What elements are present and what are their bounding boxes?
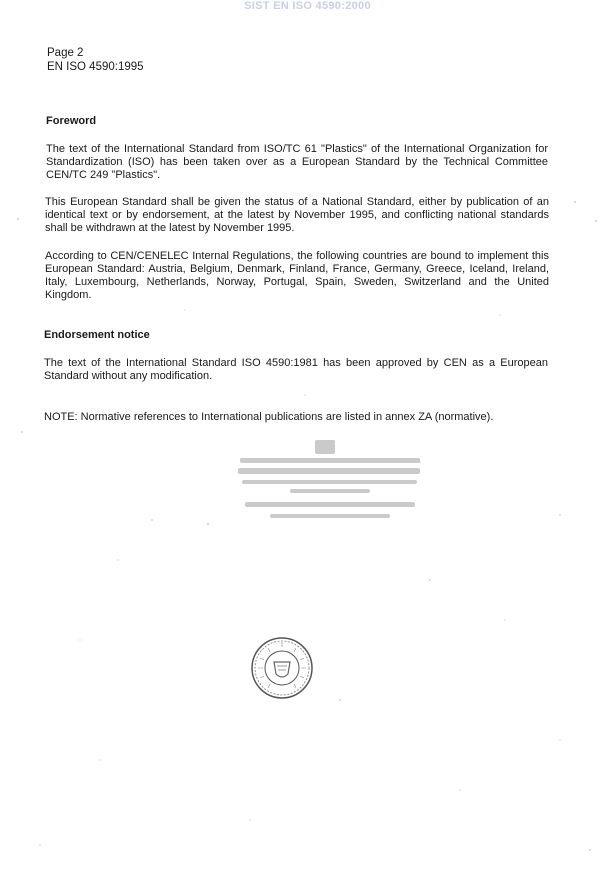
foreword-paragraph-3: According to CEN/CENELEC Internal Regulations, the following countries are bound to implement this European Standard: Austria, Belgium, Denmark, Finland, France, Germany, Greece, Iceland, Ireland, Italy, Luxembourg, Netherlands, Norway, Portugal, Spain, Sweden, Switzerland and the United Kingdom. bbox=[45, 250, 549, 301]
foreword-heading: Foreword bbox=[46, 115, 97, 127]
page-header bbox=[47, 46, 144, 74]
endorsement-heading: Endorsement notice bbox=[44, 329, 150, 341]
foreword-paragraph-2: This European Standard shall be given the status of a National Standard, either by publication of an identical text or by endorsement, at the latest by November 1995, and conflicting national standards shall be withdrawn at the latest by November 1995. bbox=[45, 196, 549, 234]
normative-note: NOTE: Normative references to International publications are listed in annex ZA (normative). bbox=[44, 411, 494, 423]
endorsement-stamp bbox=[230, 440, 430, 530]
foreword-paragraph-1: The text of the International Standard from ISO/TC 61 "Plastics" of the International Organization for Standardization (ISO) has been taken over as a European Standard by the Technical Committee CEN/TC 249 "Plastics". bbox=[46, 143, 548, 181]
document-id: EN ISO 4590:1995 bbox=[47, 61, 144, 73]
institute-seal bbox=[250, 636, 314, 700]
page-number: Page 2 bbox=[47, 47, 84, 59]
endorsement-paragraph: The text of the International Standard ISO 4590:1981 has been approved by CEN as a European Standard without any modification. bbox=[44, 357, 548, 382]
watermark: SIST EN ISO 4590:2000 bbox=[244, 0, 371, 12]
